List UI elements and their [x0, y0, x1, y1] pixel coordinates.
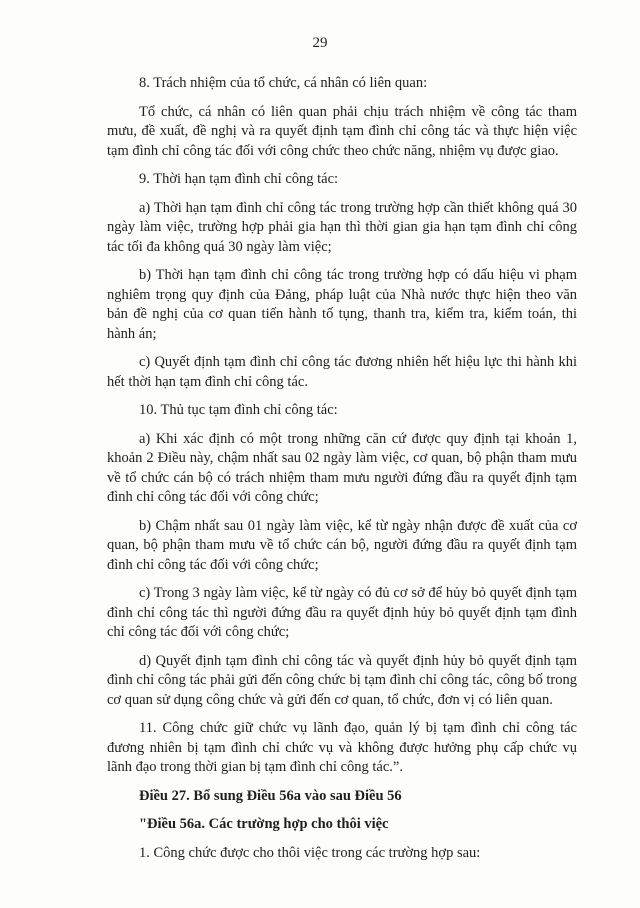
paragraph: Tổ chức, cá nhân có liên quan phải chịu trách nhiệm về công tác tham mưu, đề xuất, đề nghị và ra quyết định tạm đình chỉ công tác và thực hiện việc tạm đình chỉ công tác đối với công chức theo chức năng, nhiệm vụ được giao.	[107, 103, 577, 159]
paragraph: c) Trong 3 ngày làm việc, kể từ ngày có đủ cơ sở để hủy bỏ quyết định tạm đình chỉ công tác thì người đứng đầu ra quyết định hủy bỏ quyết định tạm đình chỉ công tác đối với công chức;	[107, 585, 577, 640]
document-body	[107, 74, 577, 872]
paragraph: a) Khi xác định có một trong những căn cứ được quy định tại khoản 1, khoản 2 Điều này, chậm nhất sau 02 ngày làm việc, cơ quan, bộ phận tham mưu về tổ chức cán bộ có trách nhiệm tham mưu người đứng đầu ra quyết định tạm đình chỉ công tác đối với công chức;	[107, 430, 577, 505]
article-heading: Điều 27. Bổ sung Điều 56a vào sau Điều 56	[139, 787, 402, 804]
paragraph: 8. Trách nhiệm của tổ chức, cá nhân có liên quan:	[139, 75, 428, 91]
paragraph: 10. Thủ tục tạm đình chỉ công tác:	[139, 402, 338, 418]
paragraph: 9. Thời hạn tạm đình chỉ công tác:	[139, 171, 339, 187]
paragraph: 1. Công chức được cho thôi việc trong các trường hợp sau:	[139, 844, 481, 861]
article-subheading: "Điều 56a. Các trường hợp cho thôi việc	[139, 816, 389, 832]
paragraph: a) Thời hạn tạm đình chỉ công tác trong trường hợp cần thiết không quá 30 ngày làm việc, trường hợp phải gia hạn thì thời gian gia hạn tạm đình chỉ công tác tối đa không quá 30 ngày làm việc;	[107, 199, 577, 255]
paragraph: 11. Công chức giữ chức vụ lãnh đạo, quản lý bị tạm đình chỉ công tác đương nhiên bị tạm đình chỉ chức vụ và không được hưởng phụ cấp chức vụ lãnh đạo trong thời gian bị tạm đình chỉ công tác.”.	[107, 720, 577, 775]
paragraph: b) Thời hạn tạm đình chỉ công tác trong trường hợp có dấu hiệu vi phạm nghiêm trọng quy định của Đảng, pháp luật của Nhà nước thực hiện theo văn bản đề nghị của cơ quan tiến hành tố tụng, thanh tra, kiểm tra, kiểm toán, thi hành án;	[107, 267, 577, 342]
page-number: 29	[312, 35, 328, 51]
paragraph: b) Chậm nhất sau 01 ngày làm việc, kể từ ngày nhận được đề xuất của cơ quan, bộ phận tham mưu về tổ chức cán bộ, người đứng đầu ra quyết định tạm đình chỉ công tác đối với công chức;	[107, 517, 577, 573]
paragraph: c) Quyết định tạm đình chỉ công tác đương nhiên hết hiệu lực thi hành khi hết thời hạn tạm đình chỉ công tác.	[107, 354, 577, 390]
paragraph: d) Quyết định tạm đình chỉ công tác và quyết định hủy bỏ quyết định tạm đình chỉ công tác phải gửi đến công chức bị tạm đình chỉ công tác, công bố trong cơ quan sử dụng công chức và gửi đến cơ quan, tổ chức, đơn vị có liên quan.	[107, 652, 577, 708]
